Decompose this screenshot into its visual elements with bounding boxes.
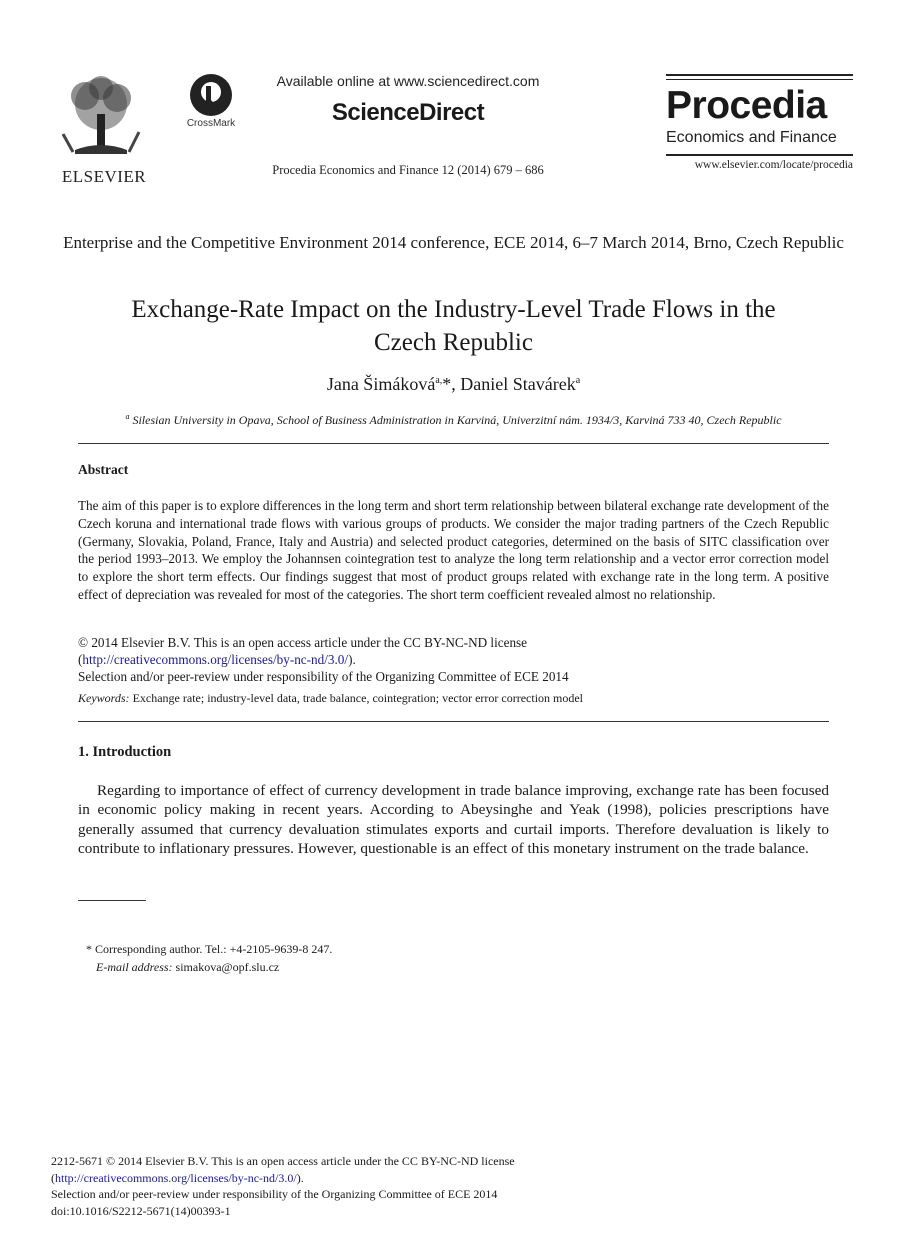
email-label: E-mail address:	[96, 960, 173, 974]
author-1: Jana Šimáková	[326, 374, 436, 394]
author-separator: ,	[451, 374, 461, 394]
footer-link-line	[51, 1170, 751, 1187]
paper-title-line-2: Czech Republic	[374, 329, 533, 356]
license-paren-close: ).	[348, 652, 356, 667]
sciencedirect-logo: ScienceDirect	[331, 99, 485, 126]
publisher-name: ELSEVIER	[61, 167, 147, 186]
license-block	[78, 634, 829, 685]
affiliation	[60, 412, 847, 428]
procedia-title: Procedia	[666, 84, 827, 127]
author-2: Daniel Stavárek	[460, 374, 576, 394]
introduction-heading: 1. Introduction	[78, 744, 172, 760]
peer-review-line: Selection and/or peer-review under responsibility of the Organizing Committee of ECE 2014	[78, 669, 569, 684]
paper-title-line-1: Exchange-Rate Impact on the Industry-Level Trade Flows in the	[131, 296, 776, 323]
paper-title	[60, 293, 847, 359]
footer-peer-review: Selection and/or peer-review under responsibility of the Organizing Committee of ECE 2014	[51, 1187, 498, 1202]
footer-paren-open: (	[51, 1170, 55, 1185]
elsevier-logo	[55, 74, 153, 186]
license-line: © 2014 Elsevier B.V. This is an open access article under the CC BY-NC-ND license	[78, 635, 528, 650]
available-online-text: Available online at www.sciencedirect.com	[276, 73, 540, 89]
author-2-affiliation-mark: a	[575, 375, 581, 386]
procedia-subtitle: Economics and Finance	[666, 129, 837, 146]
procedia-logo	[666, 74, 853, 192]
affiliation-text: Silesian University in Opava, School of Business Administration in Karviná, Univerzitní nám. 1934/3, Karviná 733 40, Czech Republic	[129, 413, 782, 427]
license-link[interactable]: http://creativecommons.org/licenses/by-nc-nd/3.0/	[82, 652, 349, 667]
license-paren-open: (	[78, 652, 83, 667]
crossmark-label: CrossMark	[186, 118, 236, 129]
journal-reference: Procedia Economics and Finance 12 (2014) 679 – 686	[272, 163, 544, 177]
keywords	[78, 691, 829, 706]
crossmark-icon	[190, 74, 232, 116]
footnote-rule	[78, 900, 146, 901]
procedia-url[interactable]: www.elsevier.com/locate/procedia	[694, 159, 853, 171]
keywords-label: Keywords:	[78, 691, 130, 705]
footer-doi[interactable]: doi:10.1016/S2212-5671(14)00393-1	[51, 1203, 231, 1218]
author-list	[60, 374, 847, 395]
introduction-text: Regarding to importance of effect of currency development in trade balance improving, exchange rate has been focused in economic policy making in recent years. According to Abeysinghe and Yeak (1998), policies prescriptions have generally assumed that currency devaluation stimulates exports and curtail imports. Therefore devaluation is likely to contribute to inflationary pressures. However, questionable is an effect of this monetary instrument on the trade balance.	[78, 782, 829, 858]
keywords-text: Exchange rate; industry-level data, trade balance, cointegration; vector error correction model	[129, 691, 584, 705]
elsevier-tree-icon	[55, 74, 147, 158]
page-footer	[51, 1153, 751, 1219]
footnote	[86, 940, 786, 976]
divider-top	[78, 443, 829, 444]
abstract-heading: Abstract	[78, 462, 129, 477]
email-line	[86, 958, 786, 976]
procedia-top-rule	[666, 74, 853, 76]
conference-name: Enterprise and the Competitive Environment 2014 conference, ECE 2014, 6–7 March 2014, Brno, Czech Republic	[63, 233, 844, 252]
crossmark-badge[interactable]	[176, 74, 246, 129]
affiliation-mark: a	[125, 412, 130, 421]
author-1-affiliation-mark: a,	[435, 375, 443, 386]
email-address[interactable]: simakova@opf.slu.cz	[172, 960, 280, 974]
procedia-bottom-rule	[666, 154, 853, 156]
procedia-top-rule-thin	[666, 79, 853, 80]
abstract-text: The aim of this paper is to explore differences in the long term and short term relationship between bilateral exchange rate development of the Czech koruna and international trade flows with various groups of products. We consider the major trading partners of the Czech Republic (Germany, Slovakia, Poland, France, Italy and Austria) and selected product categories, determined on the basis of SITC classification over the period 1993–2013. We employ the Johannsen cointegration test to analyze the long term relationship and a vector error correction model to explore the short term effects. Our findings suggest that most of product groups related with exchange rate in the long term. A positive effect of depreciation was revealed for most of the categories. The short term coefficient revealed almost no relationship.	[78, 498, 829, 602]
footer-paren-close: ).	[296, 1170, 304, 1185]
corresponding-author-note: * Corresponding author. Tel.: +4-2105-9639-8 247.	[86, 942, 333, 956]
footer-license-line: 2212-5671 © 2014 Elsevier B.V. This is an open access article under the CC BY-NC-ND license	[51, 1154, 515, 1168]
divider-bottom	[78, 721, 829, 722]
corresponding-author-mark: *	[442, 374, 452, 394]
footer-license-link[interactable]: http://creativecommons.org/licenses/by-nc-nd/3.0/	[55, 1170, 297, 1185]
license-link-line	[78, 651, 829, 668]
